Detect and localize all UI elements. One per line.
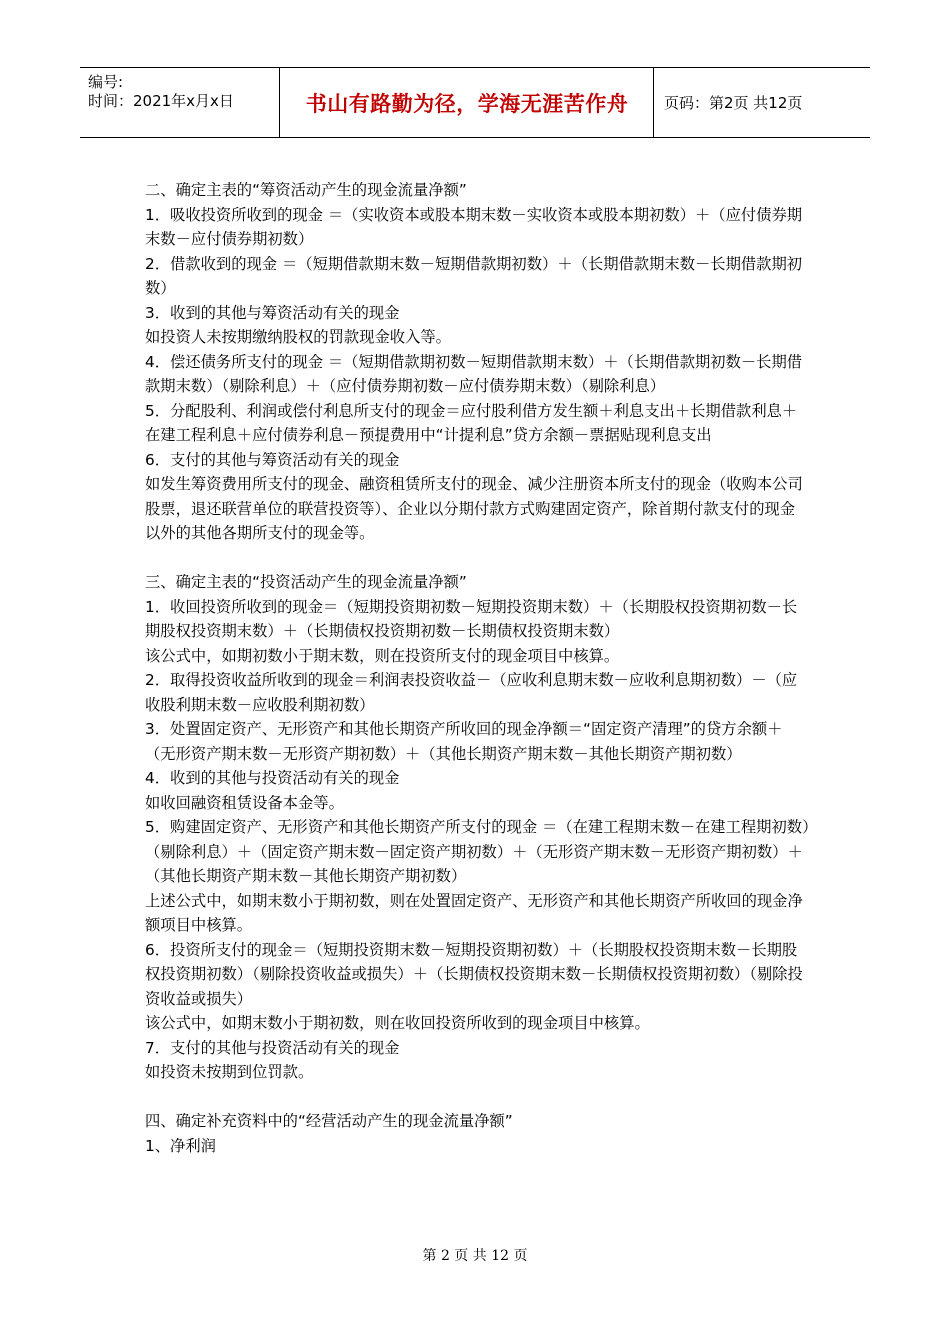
paragraph: 如发生筹资费用所支付的现金、融资租赁所支付的现金、减少注册资本所支付的现金（收购本公司股票，退还联营单位的联营投资等）、企业以分期付款方式购建固定资产，除首期付款支付的现金以外的其他各期所支付的现金等。	[145, 475, 803, 542]
paragraph: 如收回融资租赁设备本金等。	[145, 793, 344, 812]
paragraph: 6．投资所支付的现金＝（短期投资期末数－短期投资期初数）＋（长期股权投资期末数－长期股权投资期初数）（剔除投资收益或损失）＋（长期债权投资期末数－长期债权投资期初数）（剔除投资收益或损失）	[145, 940, 803, 1008]
paragraph: 4．偿还债务所支付的现金 ＝（短期借款期初数－短期借款期末数）＋（长期借款期初数－长期借款期末数）（剔除利息）＋（应付债券期初数－应付债券期末数）（剔除利息）	[145, 352, 803, 395]
paragraph: 1．吸收投资所收到的现金 ＝（实收资本或股本期末数－实收资本或股本期初数）＋（应付债券期末数－应付债券期初数）	[145, 205, 803, 248]
document-body	[145, 178, 810, 1158]
paragraph: 2．取得投资收益所收到的现金＝利润表投资收益－（应收利息期末数－应收利息期初数）－（应收股利期末数－应收股利期初数）	[145, 671, 798, 714]
paragraph: 7．支付的其他与投资活动有关的现金	[145, 1038, 400, 1057]
header-page-info: 页码：第2页 共12页	[664, 94, 803, 112]
paragraph: 6．支付的其他与筹资活动有关的现金	[145, 450, 400, 469]
paragraph: 1、净利润	[145, 1136, 216, 1155]
heading-investing: 三、确定主表的“投资活动产生的现金流量净额”	[145, 573, 467, 591]
paragraph: 上述公式中，如期末数小于期初数，则在处置固定资产、无形资产和其他长期资产所收回的现金净额项目中核算。	[145, 891, 803, 934]
header-motto: 书山有路勤为径，学海无涯苦作舟	[281, 68, 654, 137]
heading-financing: 二、确定主表的“筹资活动产生的现金流量净额”	[145, 181, 467, 199]
paragraph: 该公式中，如期初数小于期末数，则在投资所支付的现金项目中核算。	[145, 646, 620, 665]
time-label: 时间：2021年x月x日	[88, 92, 234, 110]
spacer	[145, 546, 810, 571]
paragraph: 该公式中，如期末数小于期初数，则在收回投资所收到的现金项目中核算。	[145, 1014, 650, 1032]
page-footer: 第 2 页 共 12 页	[422, 1248, 528, 1264]
paragraph: 2．借款收到的现金 ＝（短期借款期末数－短期借款期初数）＋（长期借款期末数－长期借款期初数）	[145, 254, 803, 297]
paragraph: 3．收到的其他与筹资活动有关的现金	[145, 303, 400, 322]
paragraph: 如投资未按期到位罚款。	[145, 1063, 314, 1081]
header-meta	[80, 68, 280, 137]
paragraph: 4．收到的其他与投资活动有关的现金	[145, 769, 400, 787]
page-header	[80, 67, 870, 138]
paragraph: 3．处置固定资产、无形资产和其他长期资产所收回的现金净额＝“固定资产清理”的贷方余额＋（无形资产期末数－无形资产期初数）＋（其他长期资产期末数－其他长期资产期初数）	[145, 720, 783, 763]
heading-operating: 四、确定补充资料中的“经营活动产生的现金流量净额”	[145, 1112, 513, 1130]
paragraph: 1．收回投资所收到的现金＝（短期投资期初数－短期投资期末数）＋（长期股权投资期初数－长期股权投资期末数）＋（长期债权投资期初数－长期债权投资期末数）	[145, 597, 798, 640]
paragraph: 5．分配股利、利润或偿付利息所支付的现金＝应付股利借方发生额＋利息支出＋长期借款利息＋在建工程利息＋应付债券利息－预提费用中“计提利息”贷方余额－票据贴现利息支出	[145, 401, 798, 444]
paragraph: 如投资人未按期缴纳股权的罚款现金收入等。	[145, 328, 451, 346]
spacer	[145, 1085, 810, 1110]
paragraph: 5．购建固定资产、无形资产和其他长期资产所支付的现金 ＝（在建工程期末数－在建工程期初数）（剔除利息）＋（固定资产期末数－固定资产期初数）＋（无形资产期末数－无形资产期初数）＋（其他长期资产期末数－其他长期资产期初数）	[145, 818, 810, 885]
number-label: 编号:	[88, 73, 124, 91]
